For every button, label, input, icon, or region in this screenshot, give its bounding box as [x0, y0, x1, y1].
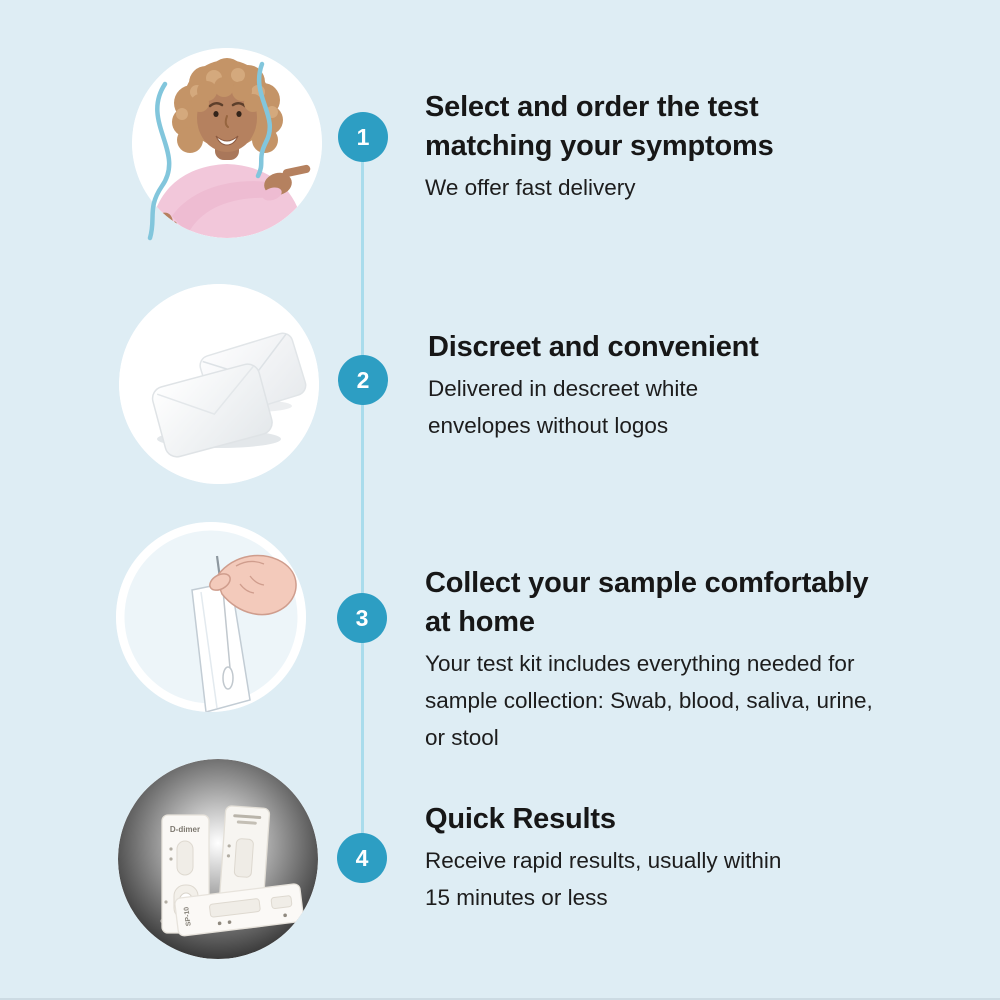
step-3-number-badge [337, 593, 387, 643]
step-3-description: Your test kit includes everything needed for sample collection: Swab, blood, saliva, urine, or stool [425, 651, 873, 750]
step-1-image-woman-pointing [132, 48, 322, 238]
step-4-text [425, 800, 781, 916]
step-2-title: Discreet and convenient [428, 331, 759, 363]
swab-hand-illustration [116, 522, 306, 712]
woman-pointing-illustration [132, 48, 322, 238]
step-4-image-test-cassettes [118, 759, 318, 959]
step-2-number: 2 [356, 366, 370, 393]
step-4-number: 4 [355, 844, 369, 871]
step-connector-line [361, 137, 364, 858]
step-3-text [425, 564, 873, 756]
step-1-text [425, 88, 774, 206]
cassette-label-sp10: SP-10 [183, 906, 193, 927]
step-2-image-envelopes [119, 284, 319, 484]
step-1-number: 1 [356, 123, 370, 150]
step-2-number-badge [338, 355, 388, 405]
cassette-label-d-dimer: D-dimer [169, 825, 201, 834]
step-3-image-swab [116, 522, 306, 712]
step-3-number: 3 [355, 604, 369, 631]
step-1-description: We offer fast delivery [425, 175, 636, 200]
step-2-description: Delivered in descreet white envelopes without logos [428, 376, 699, 438]
step-2-text [428, 328, 759, 444]
step-4-description: Receive rapid results, usually within 15 minutes or less [425, 848, 782, 910]
white-envelopes-illustration [119, 284, 319, 484]
test-cassettes-illustration [118, 759, 318, 959]
step-3-title: Collect your sample comfortably at home [425, 567, 869, 638]
step-1-title: Select and order the test matching your symptoms [425, 91, 774, 162]
step-4-number-badge [337, 833, 387, 883]
step-1-number-badge [338, 112, 388, 162]
step-4-title: Quick Results [425, 803, 616, 835]
